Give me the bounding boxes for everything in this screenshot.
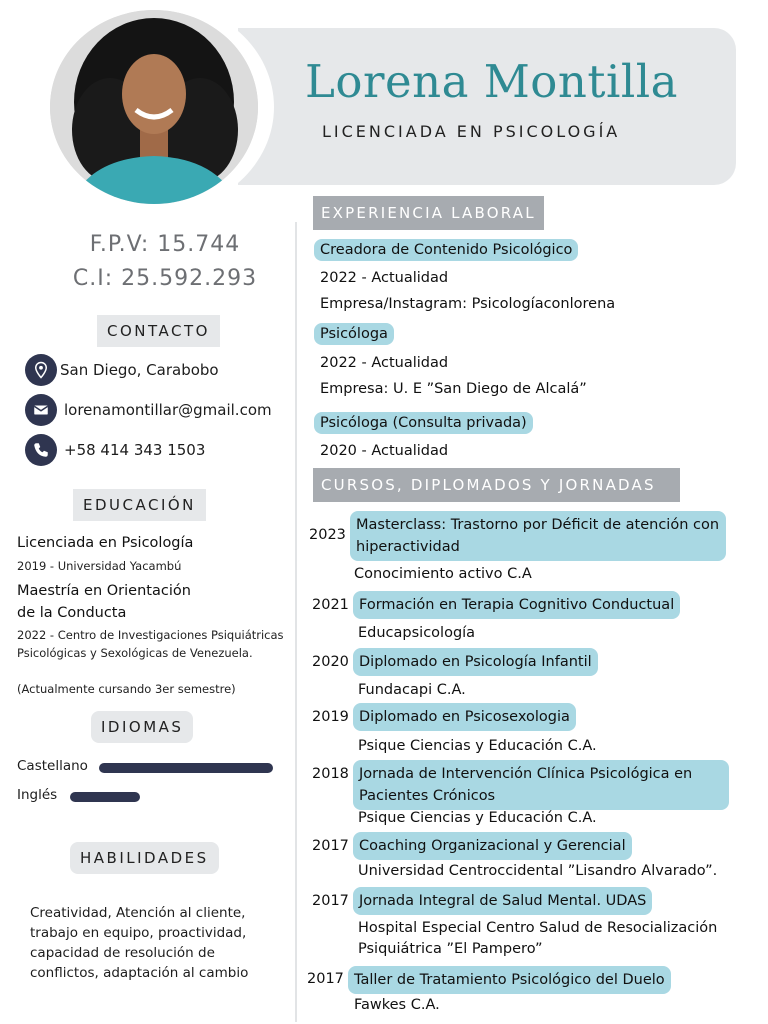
contact-location [25, 354, 219, 386]
ci-number: C.I: 25.592.293 [72, 266, 258, 291]
experience-role: Psicóloga (Consulta privada) [314, 412, 533, 434]
language-bar-castellano [99, 763, 273, 773]
course-title: Formación en Terapia Cognitivo Conductual [353, 591, 680, 619]
contact-location-text: San Diego, Carabobo [60, 361, 219, 379]
experience-period: 2022 - Actualidad [320, 270, 449, 286]
courses-heading: CURSOS, DIPLOMADOS Y JORNADAS [313, 468, 680, 502]
course-title: Masterclass: Trastorno por Déficit de atención con hiperactividad [350, 511, 726, 561]
course-title: Taller de Tratamiento Psicológico del Duelo [348, 966, 671, 994]
language-ingles: Inglés [17, 787, 58, 803]
experience-role: Creadora de Contenido Psicológico [314, 239, 578, 261]
fpv-number: F.P.V: 15.744 [89, 232, 241, 257]
course-title: Jornada de Intervención Clínica Psicológica en Pacientes Crónicos [353, 760, 729, 810]
course-title: Diplomado en Psicosexologia [353, 703, 576, 731]
candidate-title: LICENCIADA EN PSICOLOGÍA [322, 122, 621, 141]
course-org: Psique Ciencias y Educación C.A. [358, 810, 597, 826]
course-year: 2019 [312, 709, 349, 725]
contact-phone-text[interactable]: +58 414 343 1503 [64, 441, 206, 459]
course-year: 2023 [309, 527, 346, 543]
education-degree-2-line2: de la Conducta [17, 605, 127, 621]
course-org: Hospital Especial Centro Salud de Resocialización Psiquiátrica ”El Pampero” [358, 920, 718, 957]
experience-company: Empresa: U. E ”San Diego de Alcalá” [320, 381, 587, 397]
contact-heading: CONTACTO [97, 315, 220, 347]
contact-email[interactable] [25, 394, 272, 426]
column-divider [295, 222, 297, 1022]
course-year: 2017 [307, 971, 344, 987]
course-year: 2017 [312, 838, 349, 854]
course-year: 2020 [312, 654, 349, 670]
profile-photo [50, 10, 258, 204]
course-title: Diplomado en Psicología Infantil [353, 648, 598, 676]
languages-heading: IDIOMAS [91, 711, 193, 743]
experience-heading: EXPERIENCIA LABORAL [313, 196, 544, 230]
experience-period: 2022 - Actualidad [320, 355, 449, 371]
course-org: Fundacapi C.A. [358, 682, 466, 698]
candidate-name: Lorena Montilla [305, 55, 678, 108]
experience-period: 2020 - Actualidad [320, 443, 449, 459]
education-degree-2-line1: Maestría en Orientación [17, 583, 191, 599]
course-org: Fawkes C.A. [354, 997, 440, 1013]
experience-role: Psicóloga [314, 323, 394, 345]
education-details-2: 2022 - Centro de Investigaciones Psiquiátricas Psicológicas y Sexológicas de Venezuela. [17, 628, 284, 660]
skills-heading: HABILIDADES [70, 842, 219, 874]
education-degree-1: Licenciada en Psicología [17, 535, 194, 551]
location-pin-icon [25, 354, 57, 386]
course-year: 2018 [312, 766, 349, 782]
mail-icon [25, 394, 57, 426]
education-note-2: (Actualmente cursando 3er semestre) [17, 682, 236, 696]
education-heading: EDUCACIÓN [73, 489, 206, 521]
course-year: 2021 [312, 597, 349, 613]
language-castellano: Castellano [17, 758, 88, 774]
phone-icon [25, 434, 57, 466]
course-org: Universidad Centroccidental ”Lisandro Alvarado”. [358, 863, 718, 879]
course-org: Conocimiento activo C.A [354, 566, 532, 582]
course-title: Coaching Organizacional y Gerencial [353, 832, 632, 860]
course-org: Educapsicología [358, 625, 476, 641]
education-details-1: 2019 - Universidad Yacambú [17, 559, 182, 573]
language-bar-ingles [70, 792, 244, 802]
skills-text: Creatividad, Atención al cliente, trabajo en equipo, proactividad, capacidad de resolución de conflictos, adaptación al cambio [30, 905, 249, 981]
course-org: Psique Ciencias y Educación C.A. [358, 738, 597, 754]
contact-phone[interactable] [25, 434, 205, 466]
experience-company: Empresa/Instagram: Psicologíaconlorena [320, 296, 616, 312]
contact-email-text[interactable]: lorenamontillar@gmail.com [64, 401, 272, 419]
course-title: Jornada Integral de Salud Mental. UDAS [353, 887, 652, 915]
course-year: 2017 [312, 893, 349, 909]
